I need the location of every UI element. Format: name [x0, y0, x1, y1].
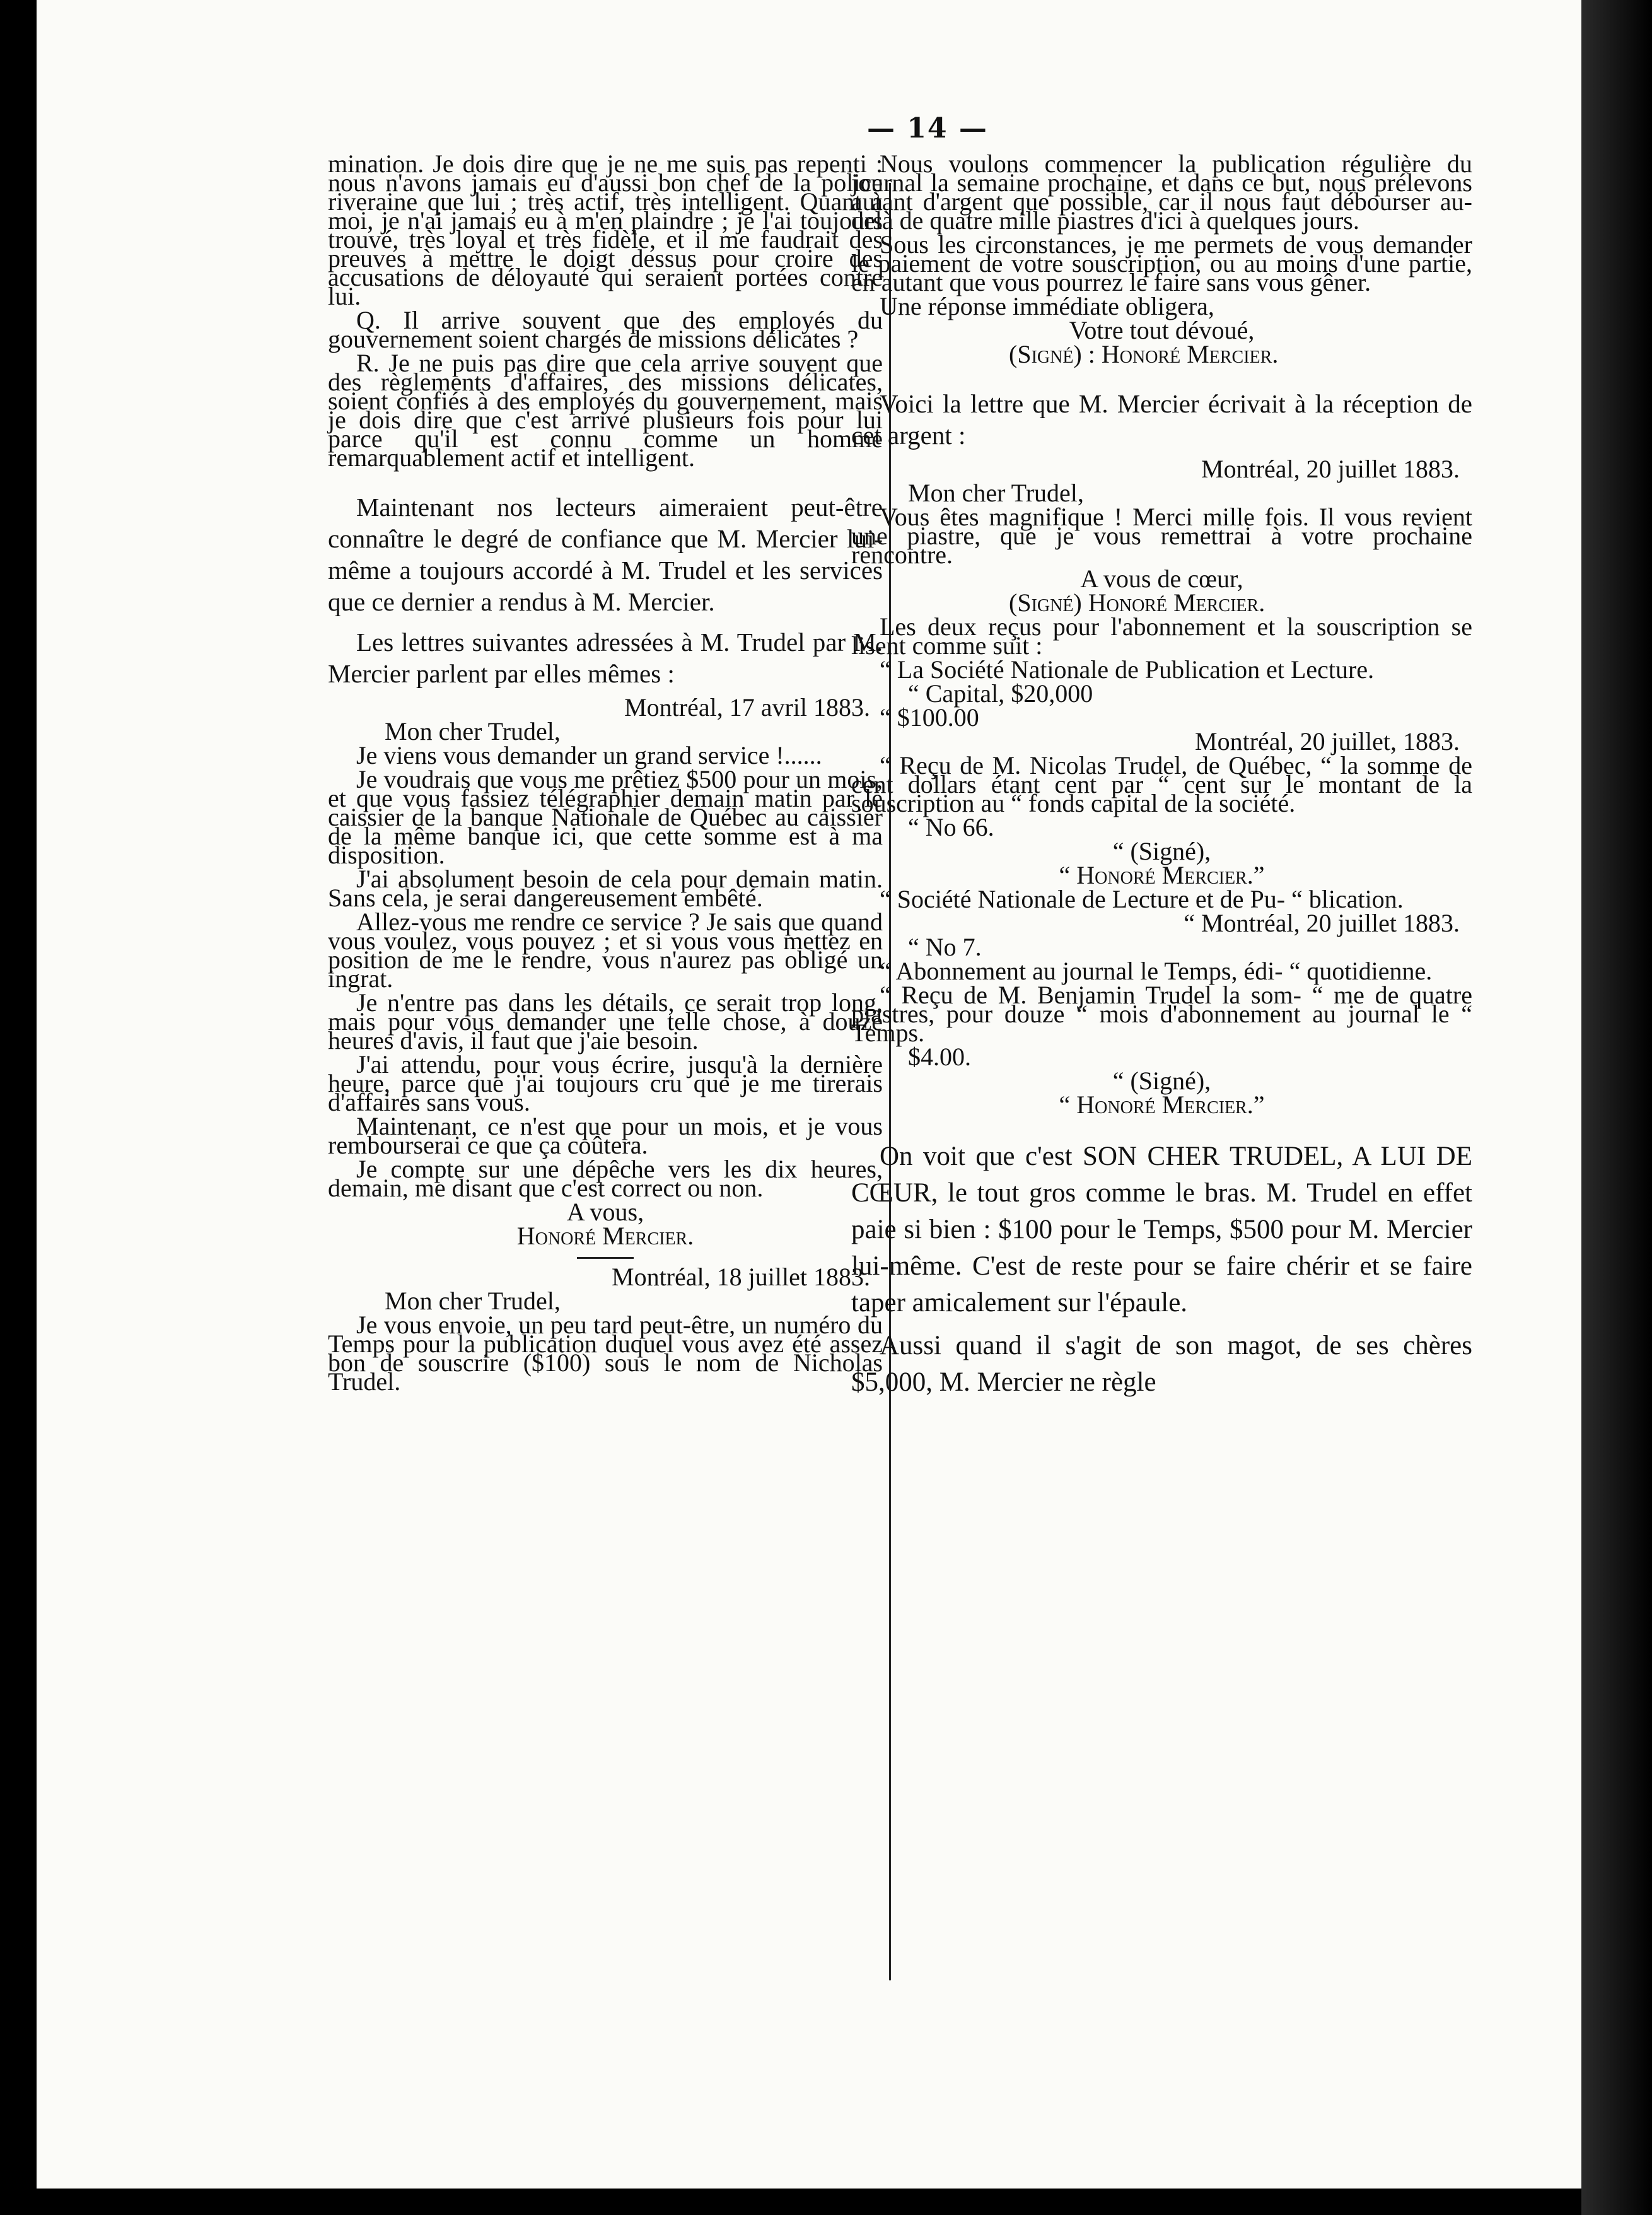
- page-number: — 14 —: [867, 112, 988, 144]
- letter1-paragraph: Je n'entre pas dans les détails, ce serait trop long, mais pour vous demander une telle chose, à douze heures d'avis, il faut que j'aie besoin.: [328, 988, 883, 1055]
- receipt1-body: “ Reçu de M. Nicolas Trudel, de Québec, “ la somme de cent dollars étant cent par “ cent sur le montant de la souscription au “ fonds capital de la société.: [851, 751, 1472, 817]
- receipt2-number: “ No 7.: [908, 933, 982, 961]
- letter1-paragraph: Je voudrais que vous me prêtiez $500 pour un mois, et que vous fassiez télégraphier demain matin par le caissier de la banque Nationale de Québec au caissier de la même banque ici, que cette somme est à ma disposition.: [328, 765, 883, 869]
- letter2-paragraph: Sous les circonstances, je me permets de vous demander le paiement de votre souscription, ou au moins d'une partie, en autant que vous pourrez le faire sans vous gêner.: [851, 230, 1472, 296]
- receipt1-signature: “ Honoré Mercier.”: [1059, 861, 1265, 889]
- receipt2-heading: “ Société Nationale de Lecture et de Pu- “ blication.: [880, 885, 1404, 913]
- letter2-signature: (Signé) : Honoré Mercier.: [1009, 340, 1279, 368]
- receipt1-signed: “ (Signé),: [1112, 837, 1211, 865]
- letter3-date: Montréal, 20 juillet 1883.: [1201, 455, 1460, 483]
- paragraph-testimony-end: mination. Je dois dire que je ne me suis pas repenti : nous n'avons jamais eu d'aussi bon chef de la police riveraine que lui ; très actif, très intelligent. Quant à moi, je n'ai jamais eu à m'en plaindre ; je l'ai toujours trouvé, très loyal et très fidèle, et il me faudrait des preuves à mettre le doigt dessus pour croire des accusations de déloyauté qui seraient portées contre lui.: [328, 149, 883, 310]
- paragraph-intro-letters: Les lettres suivantes adressées à M. Trudel par M. Mercier parlent par elles mêmes :: [328, 628, 883, 688]
- letter1-paragraph: J'ai attendu, pour vous écrire, jusqu'à la dernière heure, parce que j'ai toujours cru que je me tirerais d'affaires sans vous.: [328, 1050, 883, 1116]
- letter3-salutation: Mon cher Trudel,: [908, 479, 1084, 507]
- letter3-signature: (Signé) Honoré Mercier.: [1009, 588, 1265, 617]
- left-column: [328, 149, 883, 1396]
- receipt2-subscription: “ Abonnement au journal le Temps, édi- “ quotidienne.: [880, 957, 1433, 985]
- receipt2-date: “ Montréal, 20 juillet 1883.: [1184, 909, 1460, 937]
- receipt2-amount: $4.00.: [908, 1043, 971, 1071]
- letter1-paragraph: Maintenant, ce n'est que pour un mois, et je vous rembourserai ce que ça coûtera.: [328, 1112, 883, 1159]
- receipt1-number: “ No 66.: [908, 813, 994, 841]
- letter2-paragraph: Une réponse immédiate obligera,: [880, 292, 1214, 320]
- right-column: [851, 149, 1472, 1407]
- page-edge-shadow: [1581, 0, 1652, 2215]
- letter2-salutation: Mon cher Trudel,: [385, 1287, 561, 1315]
- letter1-paragraph: Je viens vous demander un grand service !......: [356, 741, 822, 769]
- letter1-salutation: Mon cher Trudel,: [385, 717, 561, 745]
- receipt1-heading: “ La Société Nationale de Publication et Lecture.: [880, 655, 1375, 684]
- letter2-closing: Votre tout dévoué,: [1069, 316, 1255, 344]
- letter2-paragraph: Nous voulons commencer la publication régulière du journal la semaine prochaine, et dans ce but, nous prélevons autant d'argent que possible, car il nous faut débourser au-delà de quatre mille piastres d'ici à quelques jours.: [851, 149, 1472, 235]
- letter1-signature: Honoré Mercier.: [516, 1222, 694, 1250]
- letter1-paragraph: Je compte sur une dépêche vers les dix heures, demain, me disant que c'est correct ou non.: [328, 1155, 883, 1202]
- paragraph-answer: R. Je ne puis pas dire que cela arrive souvent que des règlements d'affaires, des missions délicates, soient confiés à des employés du gouvernement, mais je dois dire que c'est arrivé plusieurs fois pour lui parce qu'il est connu comme un homme remarquablement actif et intelligent.: [328, 349, 883, 472]
- receipt1-date: Montréal, 20 juillet, 1883.: [1195, 727, 1460, 756]
- letter1-closing: A vous,: [566, 1198, 644, 1226]
- letter1-paragraph: J'ai absolument besoin de cela pour demain matin. Sans cela, je serai dangereusement embêté.: [328, 865, 883, 912]
- paragraph-intro-confidence: Maintenant nos lecteurs aimeraient peut-être connaître le degré de confiance que M. Mercier lui-même a toujours accordé à M. Trudel et les services que ce dernier a rendus à M. Mercier.: [328, 493, 883, 616]
- receipt2-signature: “ Honoré Mercier.”: [1059, 1090, 1265, 1119]
- receipt2-body: “ Reçu de M. Benjamin Trudel la som- “ me de quatre piastres, pour douze “ mois d'abonnement au journal le “ Temps.: [851, 981, 1472, 1047]
- letter3-paragraph: Vous êtes magnifique ! Merci mille fois. Il vous revient une piastre, que je vous remettrai à votre prochaine rencontre.: [851, 503, 1472, 569]
- letter-separator: [577, 1257, 634, 1259]
- paragraph-intro-letter3: Voici la lettre que M. Mercier écrivait à la réception de cet argent :: [851, 389, 1472, 450]
- letter3-closing: A vous de cœur,: [1080, 564, 1243, 593]
- receipt2-signed: “ (Signé),: [1112, 1067, 1211, 1095]
- receipt1-amount: “ $100.00: [880, 703, 979, 732]
- letter2-paragraph: Je vous envoie, un peu tard peut-être, un numéro du Temps pour la publication duquel vous avez été assez bon de souscrire ($100) sous le nom de Nicholas Trudel.: [328, 1311, 883, 1396]
- paragraph-commentary-continued: Aussi quand il s'agit de son magot, de ses chères $5,000, M. Mercier ne règle: [851, 1331, 1472, 1397]
- paragraph-commentary: On voit que c'est SON CHER TRUDEL, A LUI DE CŒUR, le tout gros comme le bras. M. Trudel en effet paie si bien : $100 pour le Temps, $500 pour M. Mercier lui-même. C'est de reste pour se faire chérir et se faire taper amicalement sur l'épaule.: [851, 1142, 1472, 1318]
- receipt1-capital: “ Capital, $20,000: [908, 679, 1093, 708]
- paragraph-intro-receipts: Les deux reçus pour l'abonnement et la souscription se lisent comme suit :: [851, 612, 1472, 660]
- letter1-paragraph: Allez-vous me rendre ce service ? Je sais que quand vous voulez, vous pouvez ; et si vous vous mettez en position de me le rendre, vous n'aurez pas obligé un ingrat.: [328, 908, 883, 993]
- letter2-date: Montréal, 18 juillet 1883.: [612, 1263, 870, 1291]
- letter1-date: Montréal, 17 avril 1883.: [624, 693, 870, 722]
- paragraph-question: Q. Il arrive souvent que des employés du gouvernement soient chargés de missions délicates ?: [328, 306, 883, 353]
